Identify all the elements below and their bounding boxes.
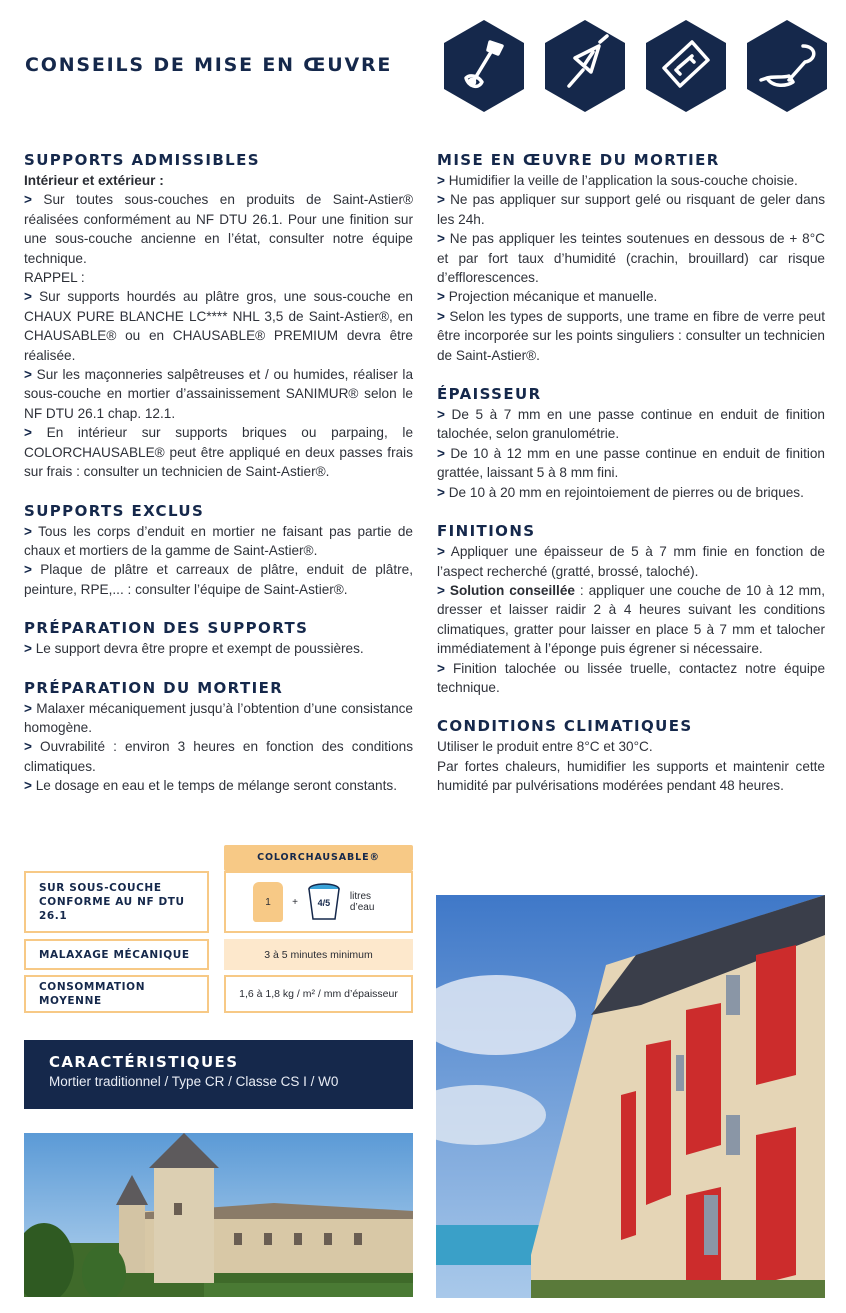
paragraph: Par fortes chaleurs, humidifier les supports et maintenir cette humidité par pulvérisations modérées pendant 48 heures. (437, 758, 825, 794)
chateau-photo (24, 1133, 413, 1297)
paragraph: > De 10 à 12 mm en une passe continue en enduit de finition grattée, laissant 5 à 8 mm fini. (437, 445, 825, 481)
paragraph: > Sur toutes sous-couches en produits de Saint-Astier® réalisées conformément au NF DTU 26.1. Pour une finition sur une sous-couche ancienne en l’état, consulter notre équipe technique. (24, 192, 413, 266)
paragraph: > Ne pas appliquer sur support gelé ou risquant de geler dans les 24h. (437, 192, 825, 227)
paragraph: > Solution conseillée : appliquer une couche de 10 à 12 mm, dresser et laisser raidir 2 à 4 heures suivant les conditions climatiques, gratter pour laisser en place 5 à 7 mm et talocher immédiatement à l’éponge puis égrener si nécessaire. (437, 582, 825, 657)
section-title: SUPPORTS ADMISSIBLES (24, 151, 260, 169)
right-column (437, 150, 825, 796)
paragraph: > Le support devra être propre et exempt de poussières. (24, 641, 364, 657)
section-conditions-climatiques (437, 716, 825, 795)
section-finitions (437, 521, 825, 697)
water-bucket-icon: 4/5 (307, 882, 341, 922)
section-title: CONDITIONS CLIMATIQUES (437, 717, 693, 736)
caracteristiques-subtitle: Mortier traditionnel / Type CR / Classe CS I / W0 (49, 1074, 339, 1089)
trowel-icon (545, 20, 625, 112)
rappel-label: RAPPEL : (24, 270, 85, 286)
paragraph: > Le dosage en eau et le temps de mélange seront constants. (24, 778, 397, 794)
arrow-bullet: > (24, 192, 32, 208)
plus-sign: + (292, 896, 298, 908)
paragraph: > Appliquer une épaisseur de 5 à 7 mm finie en fonction de l’aspect recherché (gratté, brossé, taloché). (437, 544, 825, 579)
paragraph: > Projection mécanique et manuelle. (437, 289, 658, 305)
mix-ratio-cell (224, 871, 413, 933)
paragraph: > Selon les types de supports, une trame en fibre de verre peut être incorporée sur les points singuliers : consulter un technicien de Saint-Astier®. (437, 308, 825, 363)
paragraph: Utiliser le produit entre 8°C et 30°C. (437, 739, 653, 755)
mix-table-header: COLORCHAUSABLE® (224, 845, 413, 871)
spray-gun-icon (747, 20, 827, 112)
paragraph: > Finition talochée ou lissée truelle, contactez notre équipe technique. (437, 660, 825, 695)
paragraph: > De 5 à 7 mm en une passe continue en enduit de finition talochée, selon granulométrie. (437, 407, 825, 442)
paragraph: > Tous les corps d’enduit en mortier ne faisant pas partie de chaux et mortiers de la gamme de Saint-Astier®. (24, 523, 413, 558)
paragraph: > Ne pas appliquer les teintes soutenues en dessous de + 8°C et par fort taux d’humidité (crachin, brouillard) car risque d’efflorescences. (437, 231, 825, 286)
paragraph: > Sur les maçonneries salpêtreuses et / ou humides, réaliser la sous-couche en mortier d’assainissement SANIMUR® selon le NF DTU 26.1 chap. 12.1. (24, 367, 414, 421)
section-preparation-supports (24, 618, 413, 658)
section-title: FINITIONS (437, 522, 536, 541)
mix-row-value-consommation: 1,6 à 1,8 kg / m² / mm d’épaisseur (224, 975, 413, 1013)
paragraph: > Humidifier la veille de l’application la sous-couche choisie. (437, 173, 798, 188)
paragraph: > Sur supports hourdés au plâtre gros, une sous-couche en CHAUX PURE BLANCHE LC**** NHL 3,5 de Saint-Astier®, en CHAUSABLE® ou en CHAUSABLE® PREMIUM devra être réalisée. (24, 289, 413, 363)
paragraph: > Ouvrabilité : environ 3 heures en fonction des conditions climatiques. (24, 739, 413, 774)
water-unit: litres d’eau (349, 891, 375, 913)
bag-icon: 1 (253, 882, 283, 922)
mix-row-label-consommation: CONSOMMATION MOYENNE (24, 975, 209, 1013)
section-epaisseur (437, 384, 825, 502)
caracteristiques-title: CARACTÉRISTIQUES (49, 1053, 239, 1071)
mixer-drill-icon (444, 20, 524, 112)
float-trowel-icon (646, 20, 726, 112)
section-title: ÉPAISSEUR (437, 385, 542, 404)
building-photo (436, 895, 825, 1298)
mix-row-value-malaxage: 3 à 5 minutes minimum (224, 939, 413, 970)
section-subtitle: Intérieur et extérieur : (24, 173, 164, 188)
paragraph: > Plaque de plâtre et carreaux de plâtre, enduit de plâtre, peinture, RPE,... : consulter l’équipe de Saint-Astier®. (24, 562, 414, 597)
section-title: SUPPORTS EXCLUS (24, 501, 205, 520)
caracteristiques-box (24, 1040, 413, 1109)
section-supports-admissibles (24, 150, 413, 482)
paragraph: > En intérieur sur supports briques ou parpaing, le COLORCHAUSABLE® peut être appliqué en deux passes frais sur frais : consulter un technicien de Saint-Astier®. (24, 425, 414, 480)
paragraph: > De 10 à 20 mm en rejointoiement de pierres ou de briques. (437, 484, 804, 500)
section-supports-exclus (24, 501, 413, 600)
page-title: CONSEILS DE MISE EN ŒUVRE (25, 54, 393, 76)
mix-row-label-sous-couche: SUR SOUS-COUCHE CONFORME AU NF DTU 26.1 (24, 871, 209, 933)
section-title: MISE EN ŒUVRE DU MORTIER (437, 151, 720, 169)
section-title: PRÉPARATION DU MORTIER (24, 678, 284, 697)
section-preparation-mortier (24, 678, 413, 796)
section-title: PRÉPARATION DES SUPPORTS (24, 619, 309, 638)
application-icons (444, 20, 828, 112)
left-column (24, 150, 413, 796)
paragraph: > Malaxer mécaniquement jusqu’à l’obtention d’une consistance homogène. (24, 700, 413, 735)
section-mise-en-oeuvre (437, 150, 825, 365)
mix-row-label-malaxage: MALAXAGE MÉCANIQUE (24, 939, 209, 970)
